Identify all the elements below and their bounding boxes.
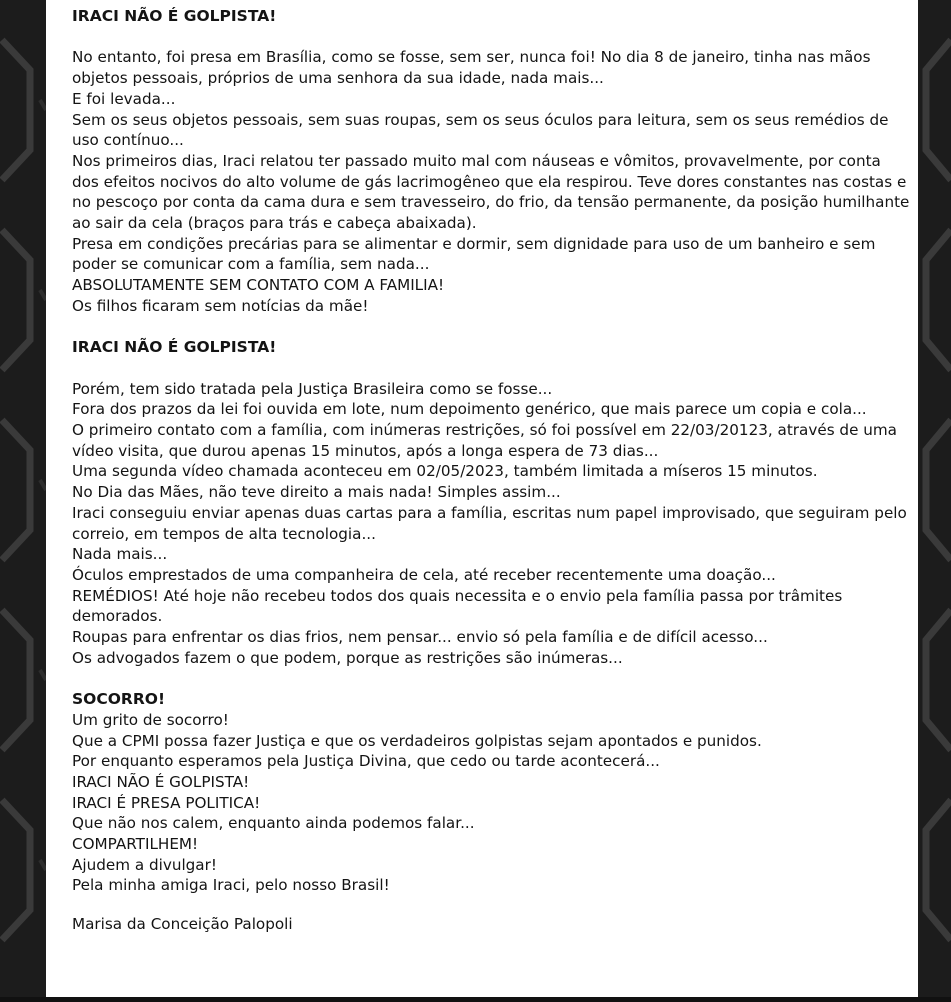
bottom-border [0, 997, 951, 1002]
paragraph: Nos primeiros dias, Iraci relatou ter passado muito mal com náuseas e vômitos, provavelmente, por conta dos efeitos nocivos do alto volume de gás lacrimogêneo que ela respirou. Teve dores constantes nas costas e no pescoço por conta da cama dura e sem travesseiro, do frio, da tensão permanente, da posição humilhante ao sair da cela (braços para trás e cabeça abaixada). [72, 151, 910, 233]
heading-socorro: SOCORRO! [72, 690, 166, 709]
paragraph: Os filhos ficaram sem notícias da mãe! [72, 296, 369, 315]
paragraph: Roupas para enfrentar os dias frios, nem pensar... envio só pela família e de difícil acesso... [72, 628, 768, 647]
paragraph: No Dia das Mães, não teve direito a mais nada! Simples assim... [72, 483, 561, 502]
paragraph: E foi levada... [72, 89, 176, 108]
paragraph: Uma segunda vídeo chamada aconteceu em 02/05/2023, também limitada a míseros 15 minutos. [72, 462, 818, 481]
paragraph: IRACI É PRESA POLITICA! [72, 793, 261, 812]
paragraph: No entanto, foi presa em Brasília, como se fosse, sem ser, nunca foi! No dia 8 de janeiro, tinha nas mãos objetos pessoais, próprios de uma senhora da sua idade, nada mais... [72, 48, 871, 88]
paragraph: Os advogados fazem o que podem, porque as restrições são inúmeras... [72, 648, 623, 667]
paragraph: Iraci conseguiu enviar apenas duas cartas para a família, escritas num papel improvisado, que seguiram pelo correio, em tempos de alta tecnologia... [72, 503, 907, 543]
heading-iraci-1: IRACI NÃO É GOLPISTA! [72, 7, 277, 25]
paragraph: Pela minha amiga Iraci, pelo nosso Brasil! [72, 876, 390, 895]
paragraph: Que a CPMI possa fazer Justiça e que os verdadeiros golpistas sejam apontados e punidos. [72, 731, 762, 750]
document-page [46, 0, 918, 997]
right-decorative-border [918, 0, 951, 1002]
paragraph: ABSOLUTAMENTE SEM CONTATO COM A FAMILIA! [72, 276, 445, 295]
signature: Marisa da Conceição Palopoli [72, 915, 293, 934]
paragraph: Por enquanto esperamos pela Justiça Divina, que cedo ou tarde acontecerá... [72, 752, 660, 771]
paragraph: Ajudem a divulgar! [72, 855, 217, 874]
left-decorative-border [0, 0, 46, 1002]
paragraph: Porém, tem sido tratada pela Justiça Brasileira como se fosse... [72, 379, 553, 398]
heading-iraci-2: IRACI NÃO É GOLPISTA! [72, 338, 277, 357]
paragraph: Que não nos calem, enquanto ainda podemos falar... [72, 814, 475, 833]
paragraph: REMÉDIOS! Até hoje não recebeu todos dos quais necessita e o envio pela família passa por trâmites demorados. [72, 586, 843, 626]
paragraph: Óculos emprestados de uma companheira de cela, até receber recentemente uma doação... [72, 565, 776, 584]
document-text [72, 6, 910, 935]
paragraph: IRACI NÃO É GOLPISTA! [72, 772, 250, 791]
paragraph: COMPARTILHEM! [72, 835, 199, 854]
paragraph: Nada mais... [72, 545, 168, 564]
paragraph: Sem os seus objetos pessoais, sem suas roupas, sem os seus óculos para leitura, sem os seus remédios de uso contínuo... [72, 110, 889, 150]
paragraph: Um grito de socorro! [72, 710, 229, 729]
paragraph: Fora dos prazos da lei foi ouvida em lote, num depoimento genérico, que mais parece um copia e cola... [72, 400, 867, 419]
paragraph: O primeiro contato com a família, com inúmeras restrições, só foi possível em 22/03/20123, através de uma vídeo visita, que durou apenas 15 minutos, após a longa espera de 73 dias... [72, 421, 897, 460]
paragraph: Presa em condições precárias para se alimentar e dormir, sem dignidade para uso de um banheiro e sem poder se comunicar com a família, sem nada... [72, 234, 876, 274]
